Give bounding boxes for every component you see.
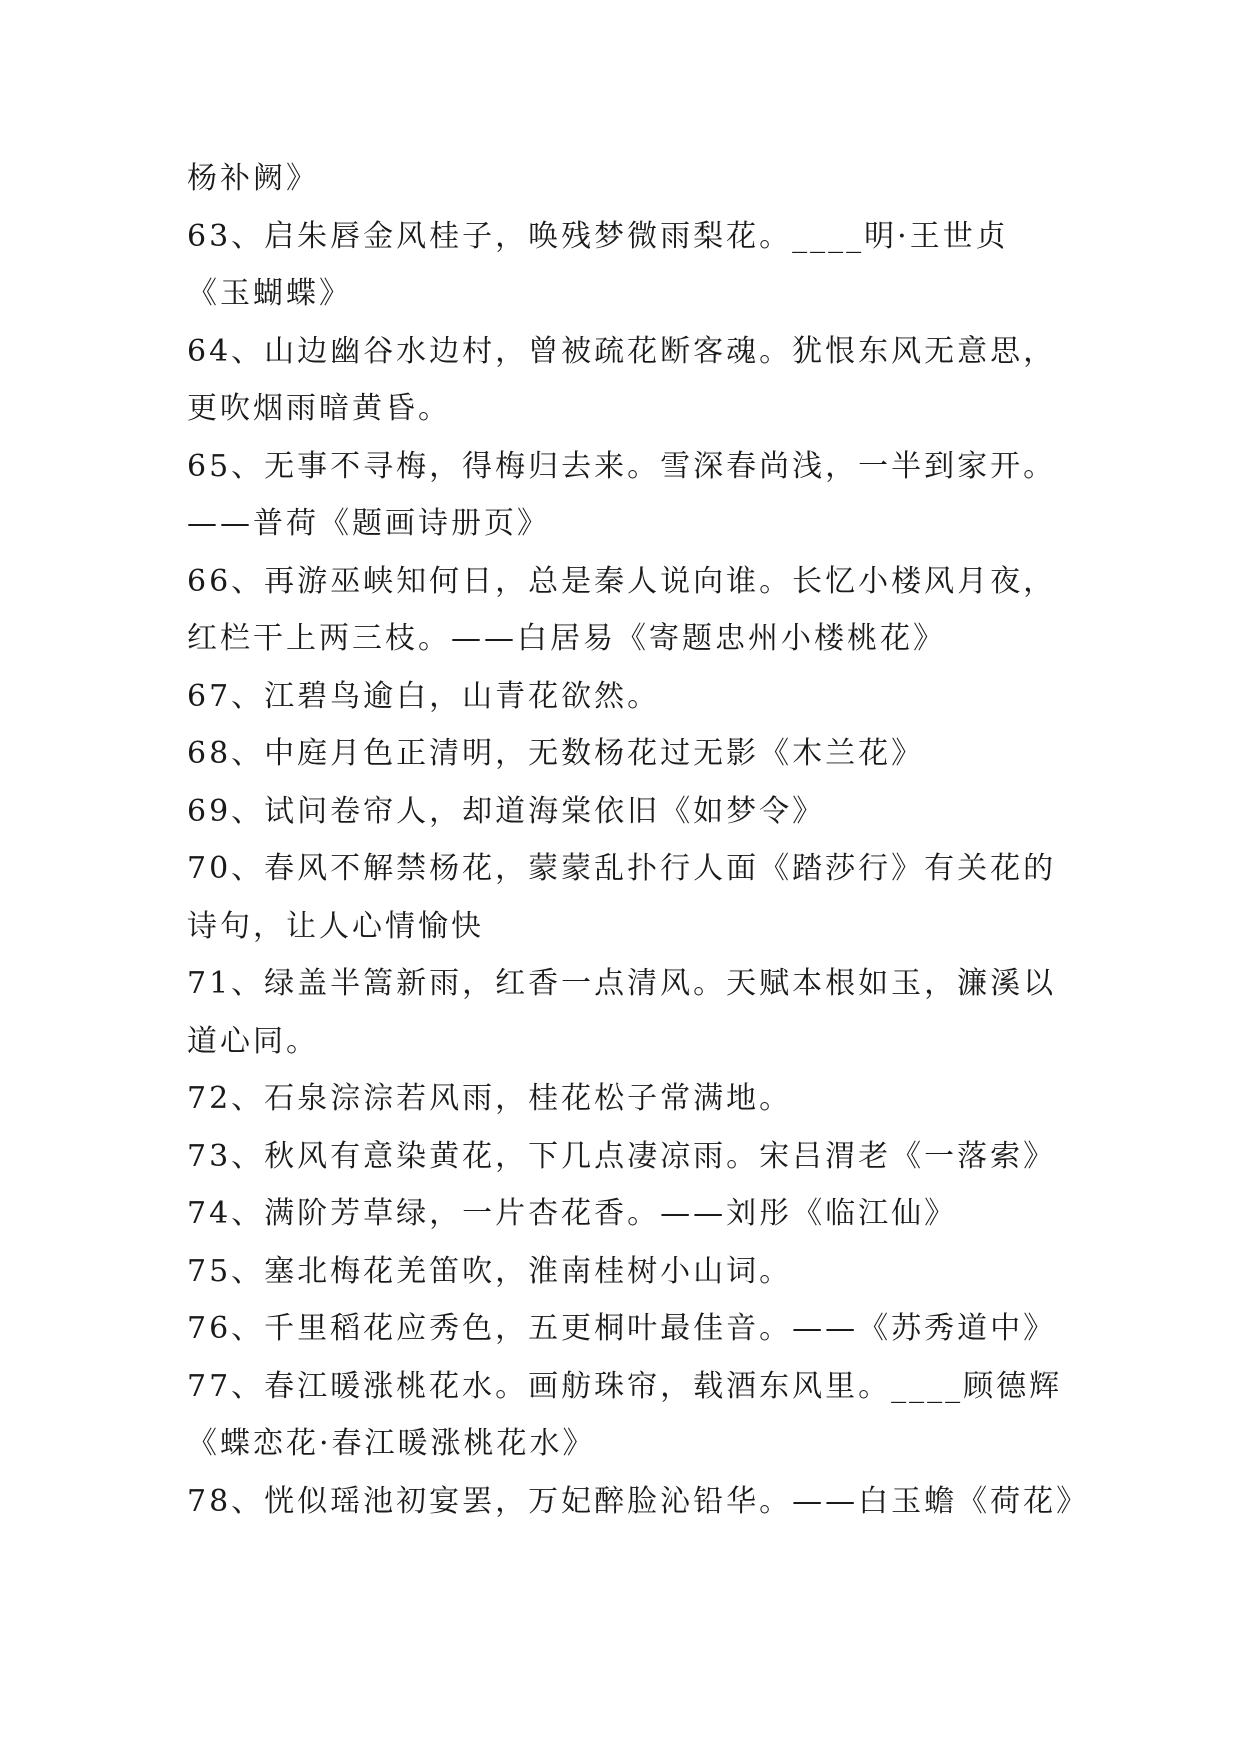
text-line: 72、石泉淙淙若风雨，桂花松子常满地。 — [187, 1081, 793, 1116]
text-line: 75、塞北梅花羌笛吹，淮南桂树小山词。 — [187, 1253, 793, 1289]
text-line: 更吹烟雨暗黄昏。 — [187, 391, 451, 426]
text-line: 73、秋风有意染黄花，下几点凄凉雨。宋吕渭老《一落索》 — [187, 1138, 1057, 1174]
text-line: ——普荷《题画诗册页》 — [187, 506, 550, 541]
text-line: 《蝶恋花·春江暖涨桃花水》 — [187, 1426, 596, 1461]
text-line: 68、中庭月色正清明，无数杨花过无影《木兰花》 — [187, 736, 925, 771]
text-line: 65、无事不寻梅，得梅归去来。雪深春尚浅，一半到家开。 — [187, 448, 1057, 484]
text-line: 诗句，让人心情愉快 — [187, 908, 484, 944]
text-line: 78、恍似瑶池初宴罢，万妃醉脸沁铅华。——白玉蟾《荷花》 — [187, 1483, 1090, 1519]
text-line: 74、满阶芳草绿，一片杏花香。——刘彤《临江仙》 — [187, 1196, 958, 1231]
text-line: 《玉蝴蝶》 — [187, 276, 352, 311]
text-line: 67、江碧鸟逾白，山青花欲然。 — [187, 678, 661, 714]
text-line: 66、再游巫峡知何日，总是秦人说向谁。长忆小楼风月夜， — [187, 563, 1057, 599]
text-line: 杨补阙》 — [187, 161, 319, 196]
text-line: 63、启朱唇金风桂子，唤残梦微雨梨花。____明·王世贞 — [187, 218, 1009, 254]
text-line: 红栏干上两三枝。——白居易《寄题忠州小楼桃花》 — [187, 621, 946, 656]
text-line: 76、千里稻花应秀色，五更桐叶最佳音。——《苏秀道中》 — [187, 1311, 1057, 1346]
document-page — [187, 150, 1090, 1530]
text-line: 77、春江暖涨桃花水。画舫珠帘，载酒东风里。____顾德辉 — [187, 1368, 1063, 1404]
text-line: 64、山边幽谷水边村，曾被疏花断客魂。犹恨东风无意思， — [187, 333, 1057, 369]
text-line: 道心同。 — [187, 1023, 319, 1059]
text-line: 69、试问卷帘人，却道海棠依旧《如梦令》 — [187, 793, 826, 829]
text-line: 70、春风不解禁杨花，蒙蒙乱扑行人面《踏莎行》有关花的 — [187, 851, 1057, 886]
text-line: 71、绿盖半篙新雨，红香一点清风。天赋本根如玉，濂溪以 — [187, 966, 1057, 1001]
